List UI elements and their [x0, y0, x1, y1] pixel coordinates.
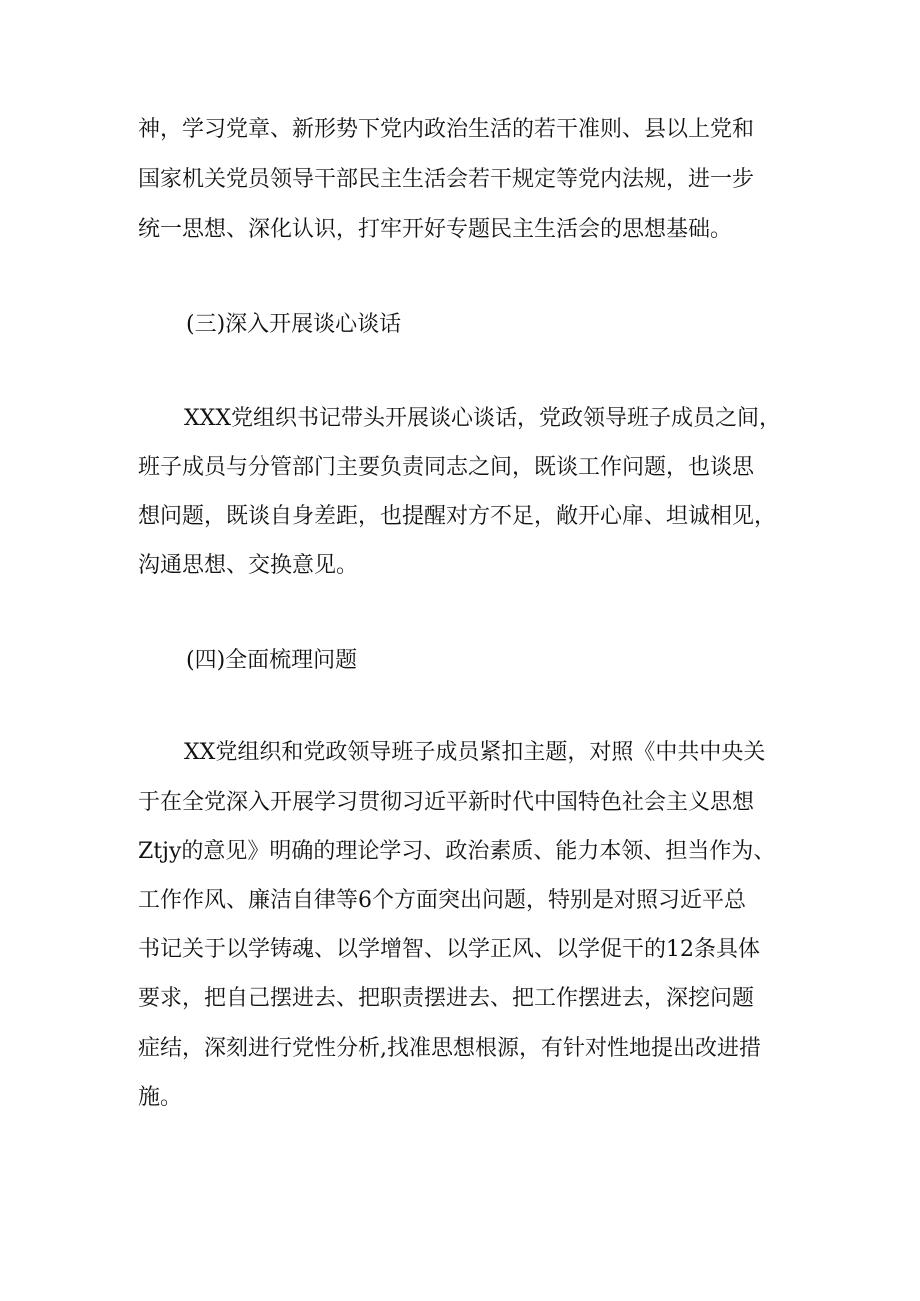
- section-heading-4: (四)全面梳理问题: [186, 648, 358, 673]
- paragraph-1-line-3: 统一思想、深化认识，打牢开好专题民主生活会的思想基础。: [138, 217, 733, 242]
- paragraph-3-line-8: 施。: [138, 1085, 183, 1110]
- paragraph-3-line-3: Ztjy的意见》明确的理论学习、政治素质、能力本领、担当作为、: [138, 839, 776, 864]
- paragraph-3-line-4: 工作作风、廉洁自律等6个方面突出问题，特别是对照习近平总: [138, 888, 746, 913]
- paragraph-3-line-1: XX党组织和党政领导班子成员紧扣主题，对照《中共中央关: [184, 740, 766, 765]
- paragraph-1-line-2: 国家机关党员领导干部民主生活会若干规定等党内法规，进一步: [138, 167, 755, 192]
- paragraph-3-line-2: 于在全党深入开展学习贯彻习近平新时代中国特色社会主义思想: [138, 790, 755, 815]
- paragraph-3-line-7: 症结，深刻进行党性分析,找准思想根源，有针对性地提出改进措: [138, 1036, 761, 1061]
- paragraph-1-line-1: 神，学习党章、新形势下党内政治生活的若干准则、县以上党和: [138, 117, 755, 142]
- paragraph-2-line-3: 想问题，既谈自身差距，也提醒对方不足，敞开心扉、坦诚相见，: [138, 504, 777, 529]
- paragraph-2-line-4: 沟通思想、交换意见。: [138, 553, 359, 578]
- paragraph-3-line-6: 要求，把自己摆进去、把职责摆进去、把工作摆进去，深挖问题: [138, 986, 755, 1011]
- paragraph-2-line-1: XXX党组织书记带头开展谈心谈话，党政领导班子成员之间，: [184, 406, 781, 431]
- paragraph-2-line-2: 班子成员与分管部门主要负责同志之间，既谈工作问题，也谈思: [138, 455, 755, 480]
- section-heading-3: (三)深入开展谈心谈话: [186, 312, 402, 337]
- paragraph-3-line-5: 书记关于以学铸魂、以学增智、以学正风、以学促干的12条具体: [138, 937, 760, 962]
